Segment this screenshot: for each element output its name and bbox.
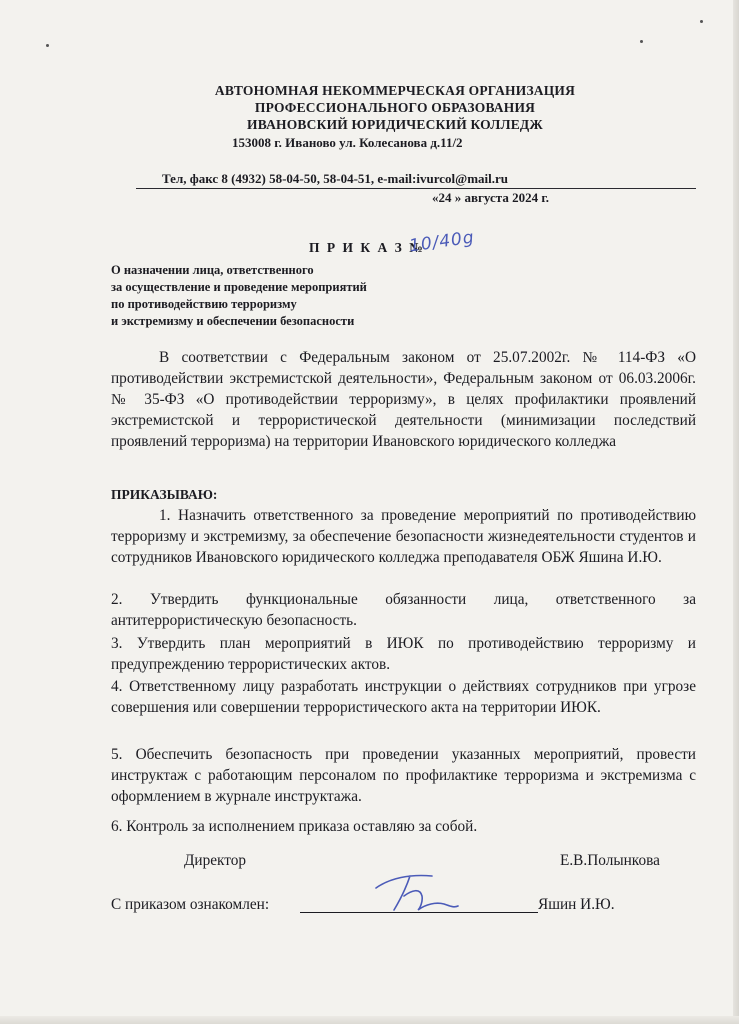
order-item-5: 5. Обеспечить безопасность при проведении указанных мероприятий, провести инструктаж с работающим персоналом по профилактике терроризма и экстремизма с оформлением в журнале инструктажа.	[111, 746, 696, 805]
order-subject-line-2: за осуществление и проведение мероприятий	[111, 280, 367, 294]
director-name: Е.В.Полынкова	[560, 852, 660, 869]
org-name-line-1: АВТОНОМНАЯ НЕКОММЕРЧЕСКАЯ ОРГАНИЗАЦИЯ	[214, 83, 576, 98]
order-subject-line-4: и экстремизму и обеспечении безопасности	[111, 314, 355, 328]
order-item-2: 2. Утвердить функциональные обязанности лица, ответственного за антитеррористическую безопасность.	[111, 591, 696, 629]
order-number-handwritten: 10/40g	[407, 227, 476, 257]
scan-bottom-edge	[0, 1016, 739, 1024]
prikazyvayu-heading: ПРИКАЗЫВАЮ:	[111, 487, 218, 502]
acknowledgement-name: Яшин И.Ю.	[538, 896, 615, 913]
order-subject-line-3: по противодействию терроризму	[111, 297, 297, 311]
order-item-1: 1. Назначить ответственного за проведение мероприятий по противодействию терроризму и экстремизму, за обеспечение безопасности жизнедеятельности студентов и сотрудников Ивановского юридического колледжа преподавателя ОБЖ Яшина И.Ю.	[111, 507, 696, 566]
order-item-4: 4. Ответственному лицу разработать инструкции о действиях сотрудников при угрозе совершения или совершении террористического акта на территории ИЮК.	[111, 678, 696, 716]
scan-edge	[733, 0, 739, 1024]
order-item-6: 6. Контроль за исполнением приказа оставляю за собой.	[111, 818, 478, 835]
org-contacts: Тел, факс 8 (4932) 58-04-50, 58-04-51, e-mail:ivurcol@mail.ru	[162, 171, 509, 186]
org-name-line-3: ИВАНОВСКИЙ ЮРИДИЧЕСКИЙ КОЛЛЕДЖ	[247, 117, 543, 132]
preamble-paragraph: В соответствии с Федеральным законом от 25.07.2002г. № 114-ФЗ «О противодействии экстремистской деятельности», Федеральным законом от 06.03.2006г. № 35-ФЗ «О противодействии терроризму», в целях профилактики проявлений экстремистской и террористической деятельности (минимизации последствий проявлений терроризма) на территории Ивановского юридического колледжа	[111, 349, 696, 450]
org-name-line-2: ПРОФЕССИОНАЛЬНОГО ОБРАЗОВАНИЯ	[254, 100, 536, 115]
order-title: П Р И К А З №	[309, 240, 425, 255]
document-date: «24 » августа 2024 г.	[432, 190, 550, 205]
header-divider	[136, 188, 696, 189]
scan-speck	[46, 44, 49, 47]
order-subject-line-1: О назначении лица, ответственного	[111, 263, 314, 277]
director-label: Директор	[184, 852, 247, 869]
acknowledgement-label: С приказом ознакомлен:	[111, 896, 270, 913]
scan-speck	[700, 20, 703, 23]
scan-speck	[640, 40, 643, 43]
org-address: 153008 г. Иваново ул. Колесанова д.11/2	[232, 135, 463, 150]
handwritten-signature	[370, 866, 460, 916]
order-item-3: 3. Утвердить план мероприятий в ИЮК по противодействию терроризму и предупреждению террористических актов.	[111, 635, 696, 673]
